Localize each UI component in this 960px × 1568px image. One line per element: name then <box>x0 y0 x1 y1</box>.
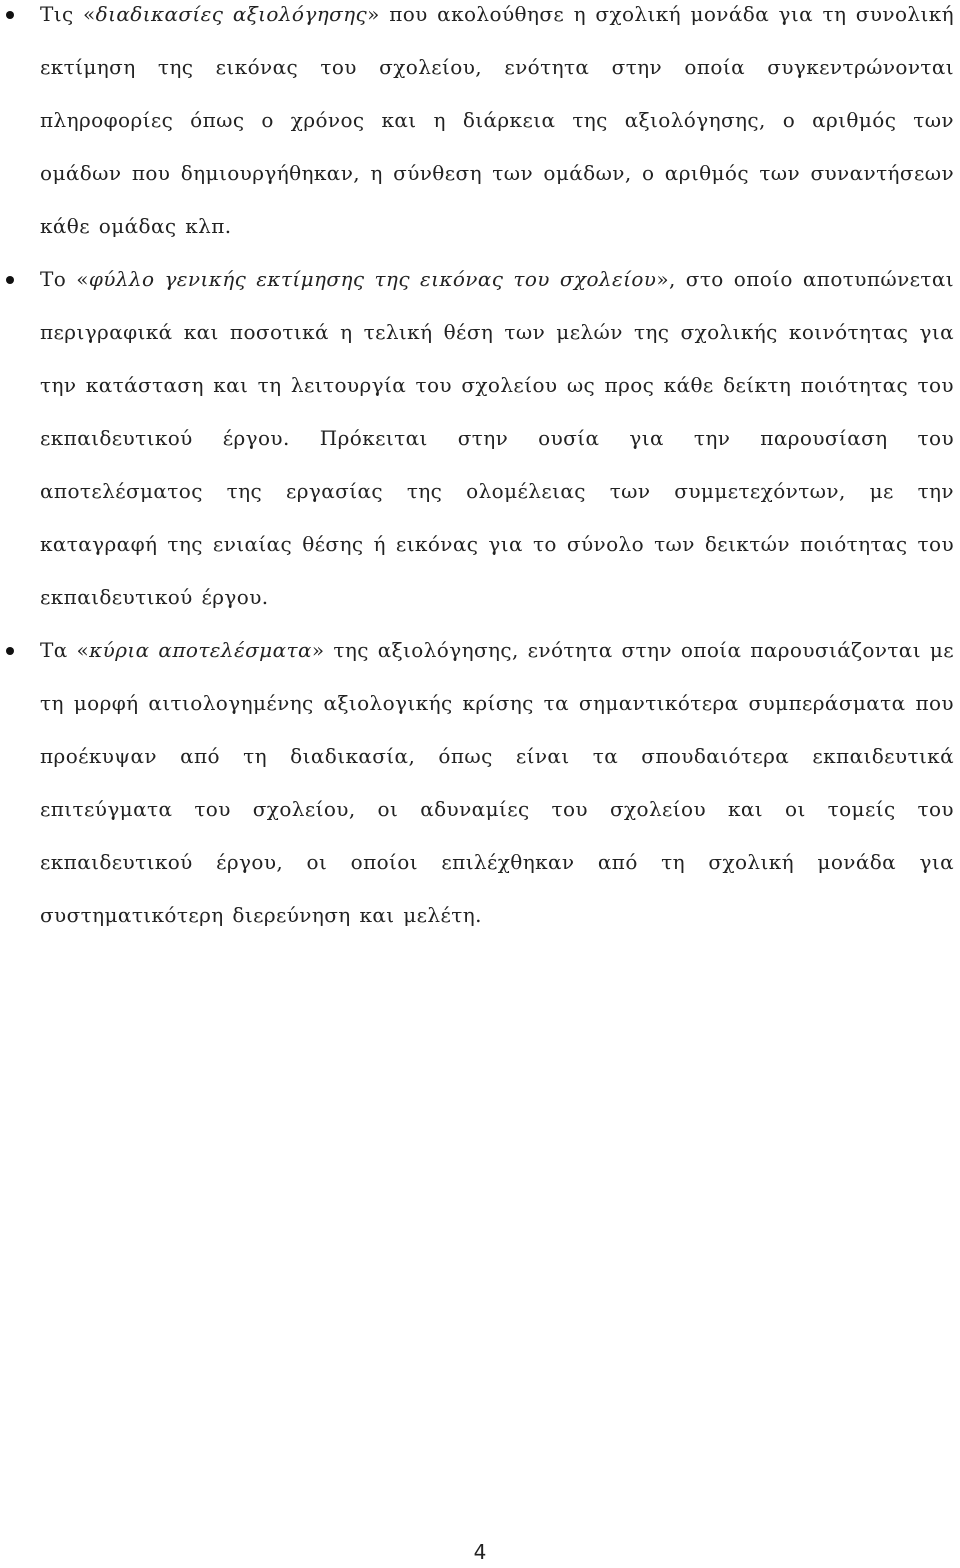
bullet-text-prefix: Το « <box>40 267 89 291</box>
bullet-list <box>40 0 954 942</box>
bullet-item-evaluation-procedures <box>40 0 954 253</box>
bullet-dot-icon <box>6 647 14 655</box>
bullet-dot-icon <box>6 276 14 284</box>
page-number: 4 <box>473 1540 487 1564</box>
bullet-dot-icon <box>6 11 14 19</box>
bullet-text-prefix: Τις « <box>40 2 96 26</box>
bullet-text-emphasis: κύρια αποτελέσματα <box>89 638 312 662</box>
bullet-text-prefix: Τα « <box>40 638 90 662</box>
bullet-text-emphasis: φύλλο γενικής εκτίμησης της εικόνας του σχολείου <box>88 267 657 291</box>
bullet-text-suffix: » της αξιολόγησης, ενότητα στην οποία παρουσιάζονται με τη μορφή αιτιολογημένης αξιολογικής κρίσης τα σημαντικότερα συμπεράσματα που προέκυψαν από τη διαδικασία, όπως είναι τα σπουδαιότερα εκπαιδευτικά επιτεύγματα του σχολείου, οι αδυναμίες του σχολείου και οι τομείς του εκπαιδευτικού έργου, οι οποίοι επιλέχθηκαν από τη σχολική μονάδα για συστηματικότερη διερεύνηση και μελέτη. <box>40 638 954 927</box>
bullet-text-suffix: », στο οποίο αποτυπώνεται περιγραφικά και ποσοτικά η τελική θέση των μελών της σχολικής κοινότητας για την κατάσταση και τη λειτουργία του σχολείου ως προς κάθε δείκτη ποιότητας του εκπαιδευτικού έργου. Πρόκειται στην ουσία για την παρουσίαση του αποτελέσματος της εργασίας της ολομέλειας των συμμετεχόντων, με την καταγραφή της ενιαίας θέσης ή εικόνας για το σύνολο των δεικτών ποιότητας του εκπαιδευτικού έργου. <box>40 267 955 609</box>
bullet-text-emphasis: διαδικασίες αξιολόγησης <box>95 2 368 26</box>
bullet-item-general-assessment-sheet <box>40 253 954 624</box>
bullet-text-suffix: » που ακολούθησε η σχολική μονάδα για τη συνολική εκτίμηση της εικόνας του σχολείου, ενότητα στην οποία συγκεντρώνονται πληροφορίες όπως ο χρόνος και η διάρκεια της αξιολόγησης, ο αριθμός των ομάδων που δημιουργήθηκαν, η σύνθεση των ομάδων, ο αριθμός των συναντήσεων κάθε ομάδας κλπ. <box>40 2 954 238</box>
bullet-item-main-results <box>40 624 954 942</box>
